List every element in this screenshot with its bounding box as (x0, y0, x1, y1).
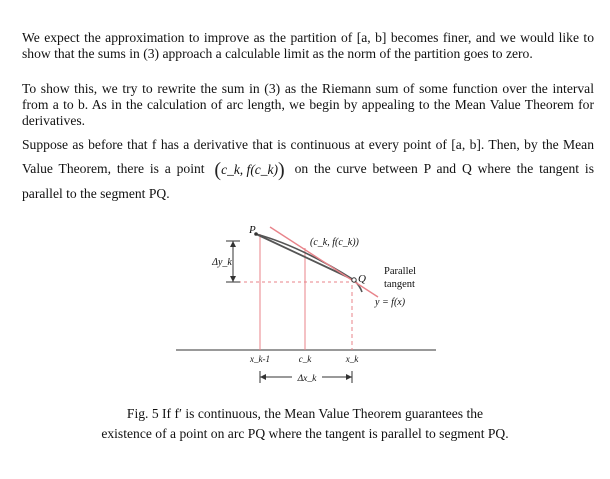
caption-line-2: existence of a point on arc PQ where the tangent is parallel to segment PQ. (101, 426, 509, 441)
label-tangent: tangent (384, 279, 415, 290)
delta-y-arrow-down (230, 276, 236, 282)
paragraph-1: We expect the approximation to improve as the partition of [a, b] becomes finer, and we would like to show that the sums in (3) approach a calculable limit as the norm of the partition goes to zero. (22, 30, 594, 62)
label-delta-x: Δx_k (297, 374, 317, 384)
label-Q: Q (358, 273, 366, 285)
label-parallel: Parallel (384, 266, 417, 277)
delta-x-arrow-left (260, 374, 266, 380)
paragraph-2: To show this, we try to rewrite the sum in (3) as the Riemann sum of some function over the interval from a to b. As in the calculation of arc length, we begin by appealing to the Mean Value Theorem for derivatives. (22, 81, 594, 129)
label-curve: y = f(x) (375, 297, 406, 308)
paragraph-3-before: Suppose as before that f has a derivative that is continuous at every point of [a, b]. Then, by the Mean Value Theorem, there is a point (22, 137, 594, 176)
point-expression: (c_k, f(c_k)) (214, 158, 285, 181)
label-point: (c_k, f(c_k)) (310, 237, 359, 248)
paragraph-3-after: on the curve between P and Q where the tangent is parallel to the segment PQ. (22, 161, 594, 201)
label-c: c_k (298, 354, 312, 364)
label-delta-y: Δy_k (212, 257, 232, 268)
figure-caption (60, 404, 550, 444)
label-x-left: x_k-1 (250, 354, 270, 364)
point-expression-text: c_k, f(c_k) (221, 161, 279, 177)
label-x-right: x_k (345, 354, 359, 364)
paragraph-3 (22, 133, 594, 206)
mean-value-figure (170, 222, 440, 402)
label-P: P (249, 224, 256, 236)
delta-y-arrow-up (230, 241, 236, 247)
caption-line-1: Fig. 5 If f′ is continuous, the Mean Value Theorem guarantees the (126, 406, 484, 421)
delta-x-arrow-right (346, 374, 352, 380)
point-Q (352, 278, 356, 282)
